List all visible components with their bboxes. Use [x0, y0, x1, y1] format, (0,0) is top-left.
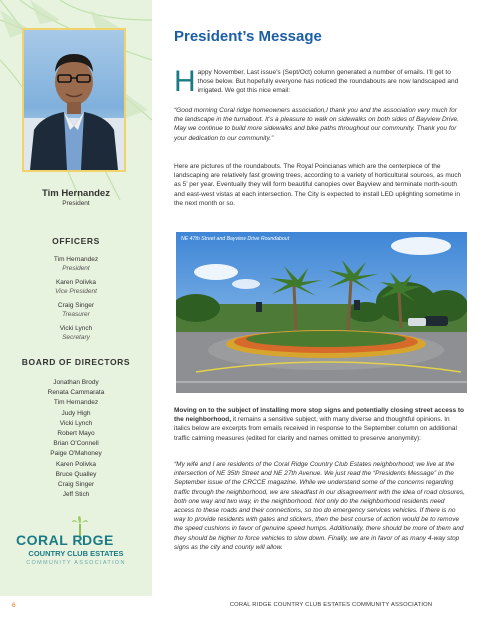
board-member: Karen Polivka	[55, 460, 97, 468]
president-photo	[24, 30, 124, 170]
board-member: Jeff Stich	[62, 491, 90, 499]
logo-word-ridge: DGE	[82, 532, 114, 548]
officer-role: Treasurer	[62, 311, 90, 318]
board-member: Tim Hernandez	[53, 399, 99, 407]
logo-tagline: COMMUNITY ASSOCIATION	[26, 560, 126, 566]
board-member: Paige O'Mahoney	[50, 450, 102, 458]
sidebar	[0, 0, 152, 596]
board-member: Robert Mayo	[57, 430, 95, 438]
president-title: President	[62, 200, 90, 207]
email-quote: “Good morning Coral ridge homeowners association,I thank you and the association very much for the landscape in the turnabout. It’s a pleasure to walk on sidewalks on both sides of Bayview Drive. May we continue to build more sidewalks and bike paths throughout our community. Thank you for your dedication to our community.”	[174, 107, 459, 142]
board-member: Brian O'Connell	[53, 440, 99, 448]
roundabout-photo	[176, 232, 467, 393]
logo-subtitle: COUNTRY CLUB ESTATES	[28, 549, 124, 558]
board-heading: BOARD OF DIRECTORS	[21, 357, 131, 367]
officer-role: Vice President	[55, 288, 97, 295]
officer-role: Secretary	[62, 334, 90, 341]
footer-text: CORAL RIDGE COUNTRY CLUB ESTATES COMMUNITY ASSOCIATION	[229, 602, 433, 608]
drop-cap: H	[174, 65, 196, 98]
board-member: Jonathan Brody	[53, 379, 99, 386]
officer-name: Vicki Lynch	[59, 325, 93, 332]
board-member: Craig Singer	[57, 481, 95, 489]
officer-entry	[0, 301, 152, 319]
roundabout-paragraph: Here are pictures of the roundabouts. The Royal Poincianas which are the centerpiece of the landscaping are relatively fast growing trees, according to a variety of horticultural sources, as much as 5’ per year. Eventually they will form beautiful canopies over Bayview and terminate north-south and east-west vistas at each intersection. The City is expected to install LED uplighting sometime in the next month or so.	[174, 163, 462, 207]
traffic-text: it remains a sensitive subject, with many diverse and thoughtful opinions. In italics below are excerpts from emails received in response to the September column on additional traffic calming measures (edited for clarity and names omitted to preserve anonymity):	[174, 416, 457, 442]
board-list	[0, 378, 152, 500]
board-member: Bruce Qualley	[55, 470, 97, 478]
traffic-paragraph	[174, 406, 466, 443]
board-member: Renata Cammarata	[47, 389, 105, 397]
board-member: Vicki Lynch	[59, 419, 93, 427]
president-photo-frame	[22, 28, 126, 172]
officer-name: Karen Polivka	[55, 279, 97, 286]
president-name: Tim Hernandez	[42, 188, 110, 199]
officer-entry	[0, 278, 152, 296]
page-footer	[0, 596, 480, 623]
photo-caption: NE 47th Street and Bayview Drive Roundabout	[181, 236, 290, 242]
officer-role: President	[62, 265, 90, 272]
traffic-lead: Moving on to the subject of installing more stop signs and potentially closing street access to the neighborhood,	[174, 407, 465, 424]
association-logo	[16, 522, 136, 584]
page-title: President’s Message	[174, 28, 322, 45]
logo-word-coral: CORAL R	[16, 532, 84, 548]
page-number: 6	[12, 602, 16, 609]
intro-text: appy November. Last issue’s (Sept/Oct) column generated a number of emails. I’ll get to those below. But hopefully everyone has noticed the roundabouts are now landscaped and irrigated. We got this nice email:	[197, 69, 459, 95]
board-member: Judy High	[61, 409, 91, 417]
officers-heading: OFFICERS	[52, 236, 100, 246]
officer-name: Tim Hernandez	[53, 256, 99, 263]
resident-quote: “My wife and I are residents of the Coral Ridge Country Club Estates neighborhood; we live at the intersection of NE 35th Street and NE 27th Avenue. We just read the “Presidents Message” in the September issue of the CRCCE magazine. While we understand some of the concerns regarding traffic through the neighborhood, we are steadfast in our disagreement with the idea of road closures, both one way and two way, in the neighborhood. Not only do the neighborhood residents need access to these roads and their connections, so too do emergency services vehicles. If there is no way to provide residents with gates and stickers, then the best course of action would be to remove the speed cushions in favor of genuine speed humps. Additionally, there should be more of them and they should be higher to force vehicles to slow down. Finally, we are in favor of as many 4-way stop signs as the city and county will allow.	[174, 461, 465, 551]
officer-name: Craig Singer	[57, 302, 95, 309]
intro-paragraph	[174, 65, 466, 98]
officer-entry	[0, 324, 152, 342]
officer-entry	[0, 255, 152, 273]
